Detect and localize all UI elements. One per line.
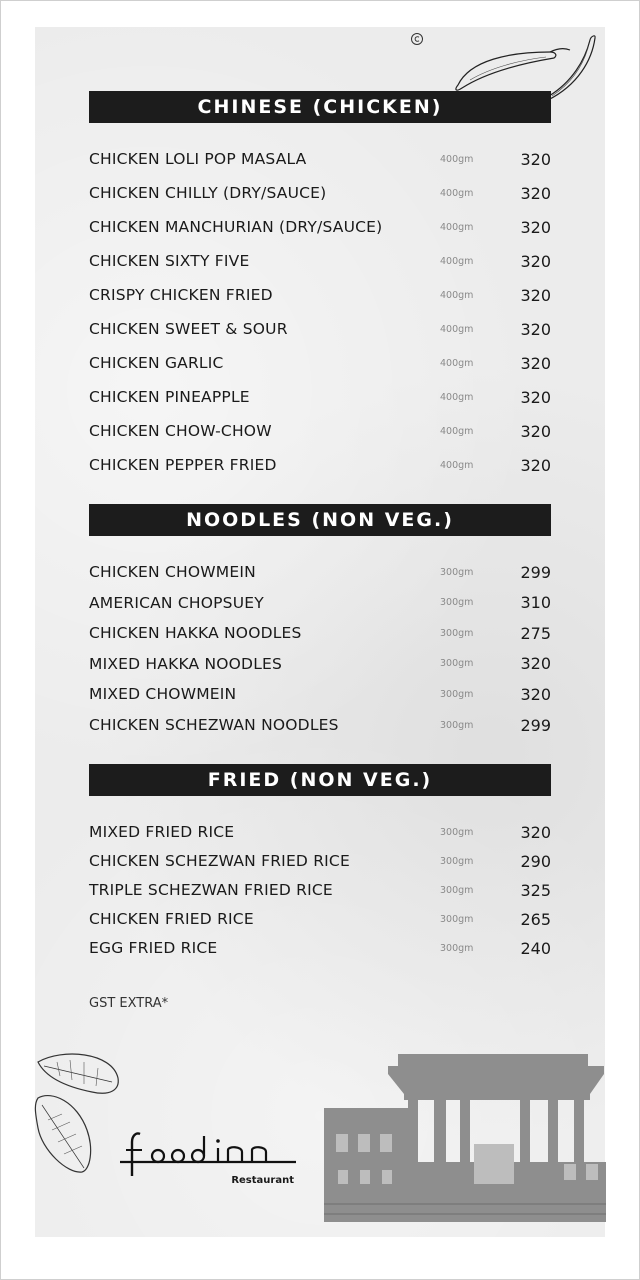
- menu-item-price: 320: [520, 353, 551, 373]
- menu-item-quantity: 400gm: [440, 289, 474, 301]
- menu-item: [89, 907, 551, 931]
- menu-item: [89, 713, 551, 737]
- section-header: NOODLES (NON VEG.): [89, 504, 551, 536]
- foodinn-logo-icon: [118, 1128, 300, 1178]
- menu-item: [89, 351, 551, 375]
- menu-item-quantity: 400gm: [440, 255, 474, 267]
- brand-tagline: Restaurant: [231, 1175, 294, 1186]
- menu-item-price: 320: [520, 654, 551, 674]
- menu-item-price: 320: [520, 319, 551, 339]
- menu-item-price: 320: [520, 387, 551, 407]
- menu-item-quantity: 300gm: [440, 597, 474, 609]
- menu-item: [89, 283, 551, 307]
- menu-item: [89, 652, 551, 676]
- menu-item: [89, 317, 551, 341]
- menu-item-price: 310: [520, 593, 551, 613]
- menu-item-price: 320: [520, 251, 551, 271]
- menu-item-name: EGG FRIED RICE: [89, 939, 218, 957]
- menu-item-name: CRISPY CHICKEN FRIED: [89, 286, 273, 304]
- menu-item-price: 265: [520, 909, 551, 929]
- menu-item-quantity: 300gm: [440, 719, 474, 731]
- menu-item-price: 275: [520, 623, 551, 643]
- menu-item-price: 320: [520, 455, 551, 475]
- menu-item: [89, 936, 551, 960]
- menu-item-name: CHICKEN CHOW-CHOW: [89, 422, 272, 440]
- menu-item-quantity: 400gm: [440, 187, 474, 199]
- brand-logo: [118, 1128, 300, 1190]
- menu-item-quantity: 400gm: [440, 153, 474, 165]
- menu-item: [89, 249, 551, 273]
- menu-item-quantity: 400gm: [440, 357, 474, 369]
- menu-item-quantity: 300gm: [440, 627, 474, 639]
- menu-item-name: CHICKEN GARLIC: [89, 354, 224, 372]
- menu-item-price: 320: [520, 822, 551, 842]
- menu-item: [89, 181, 551, 205]
- leaf-illustration: [32, 1050, 127, 1175]
- menu-item: [89, 849, 551, 873]
- menu-item-quantity: 300gm: [440, 884, 474, 896]
- menu-item-name: MIXED FRIED RICE: [89, 823, 235, 841]
- menu-item-price: 240: [520, 938, 551, 958]
- menu-item-price: 299: [520, 562, 551, 582]
- menu-item-name: AMERICAN CHOPSUEY: [89, 593, 264, 612]
- menu-item: [89, 419, 551, 443]
- menu-item-price: 320: [520, 684, 551, 704]
- menu-item-name: CHICKEN MANCHURIAN (DRY/SAUCE): [89, 218, 383, 236]
- menu-item-name: CHICKEN LOLI POP MASALA: [89, 150, 307, 168]
- menu-item-price: 320: [520, 149, 551, 169]
- menu-item: [89, 215, 551, 239]
- menu-item: [89, 621, 551, 645]
- menu-item-quantity: 300gm: [440, 826, 474, 838]
- menu-item-price: 299: [520, 715, 551, 735]
- menu-item-name: CHICKEN CHILLY (DRY/SAUCE): [89, 184, 327, 202]
- menu-item-quantity: 400gm: [440, 459, 474, 471]
- menu-item-price: 320: [520, 285, 551, 305]
- menu-item-name: CHICKEN SWEET & SOUR: [89, 320, 288, 338]
- section-header: FRIED (NON VEG.): [89, 764, 551, 796]
- menu-item-quantity: 300gm: [440, 855, 474, 867]
- menu-item-quantity: 300gm: [440, 942, 474, 954]
- menu-item: [89, 682, 551, 706]
- menu-item-price: 320: [520, 421, 551, 441]
- menu-item: [89, 385, 551, 409]
- menu-item: [89, 820, 551, 844]
- menu-item-price: 320: [520, 217, 551, 237]
- menu-item-price: 320: [520, 183, 551, 203]
- copyright-icon: [410, 32, 424, 46]
- menu-item-quantity: 300gm: [440, 913, 474, 925]
- menu-item-quantity: 400gm: [440, 391, 474, 403]
- menu-item-quantity: 400gm: [440, 323, 474, 335]
- menu-item-name: CHICKEN PINEAPPLE: [89, 388, 250, 406]
- menu-item: [89, 147, 551, 171]
- menu-item-quantity: 300gm: [440, 566, 474, 578]
- menu-item-name: CHICKEN SIXTY FIVE: [89, 252, 250, 270]
- menu-item-price: 290: [520, 851, 551, 871]
- building-illustration: [324, 1044, 606, 1224]
- menu-item-name: CHICKEN PEPPER FRIED: [89, 456, 277, 474]
- menu-item-name: CHICKEN FRIED RICE: [89, 910, 254, 928]
- menu-item-name: CHICKEN SCHEZWAN NOODLES: [89, 716, 339, 734]
- menu-item-name: MIXED HAKKA NOODLES: [89, 654, 283, 673]
- section-header: CHINESE (CHICKEN): [89, 91, 551, 123]
- menu-item-quantity: 400gm: [440, 425, 474, 437]
- menu-item-name: CHICKEN CHOWMEIN: [89, 563, 256, 581]
- menu-item-quantity: 300gm: [440, 658, 474, 670]
- menu-item: [89, 878, 551, 902]
- menu-item: [89, 591, 551, 615]
- menu-item-name: MIXED CHOWMEIN: [89, 685, 237, 704]
- menu-item: [89, 560, 551, 584]
- menu-item-name: CHICKEN HAKKA NOODLES: [89, 624, 302, 643]
- menu-item-name: CHICKEN SCHEZWAN FRIED RICE: [89, 852, 350, 870]
- gst-note: GST EXTRA*: [89, 996, 169, 1011]
- menu-item-price: 325: [520, 880, 551, 900]
- menu-item-quantity: 400gm: [440, 221, 474, 233]
- menu-item: [89, 453, 551, 477]
- menu-item-quantity: 300gm: [440, 688, 474, 700]
- menu-item-name: TRIPLE SCHEZWAN FRIED RICE: [89, 881, 333, 899]
